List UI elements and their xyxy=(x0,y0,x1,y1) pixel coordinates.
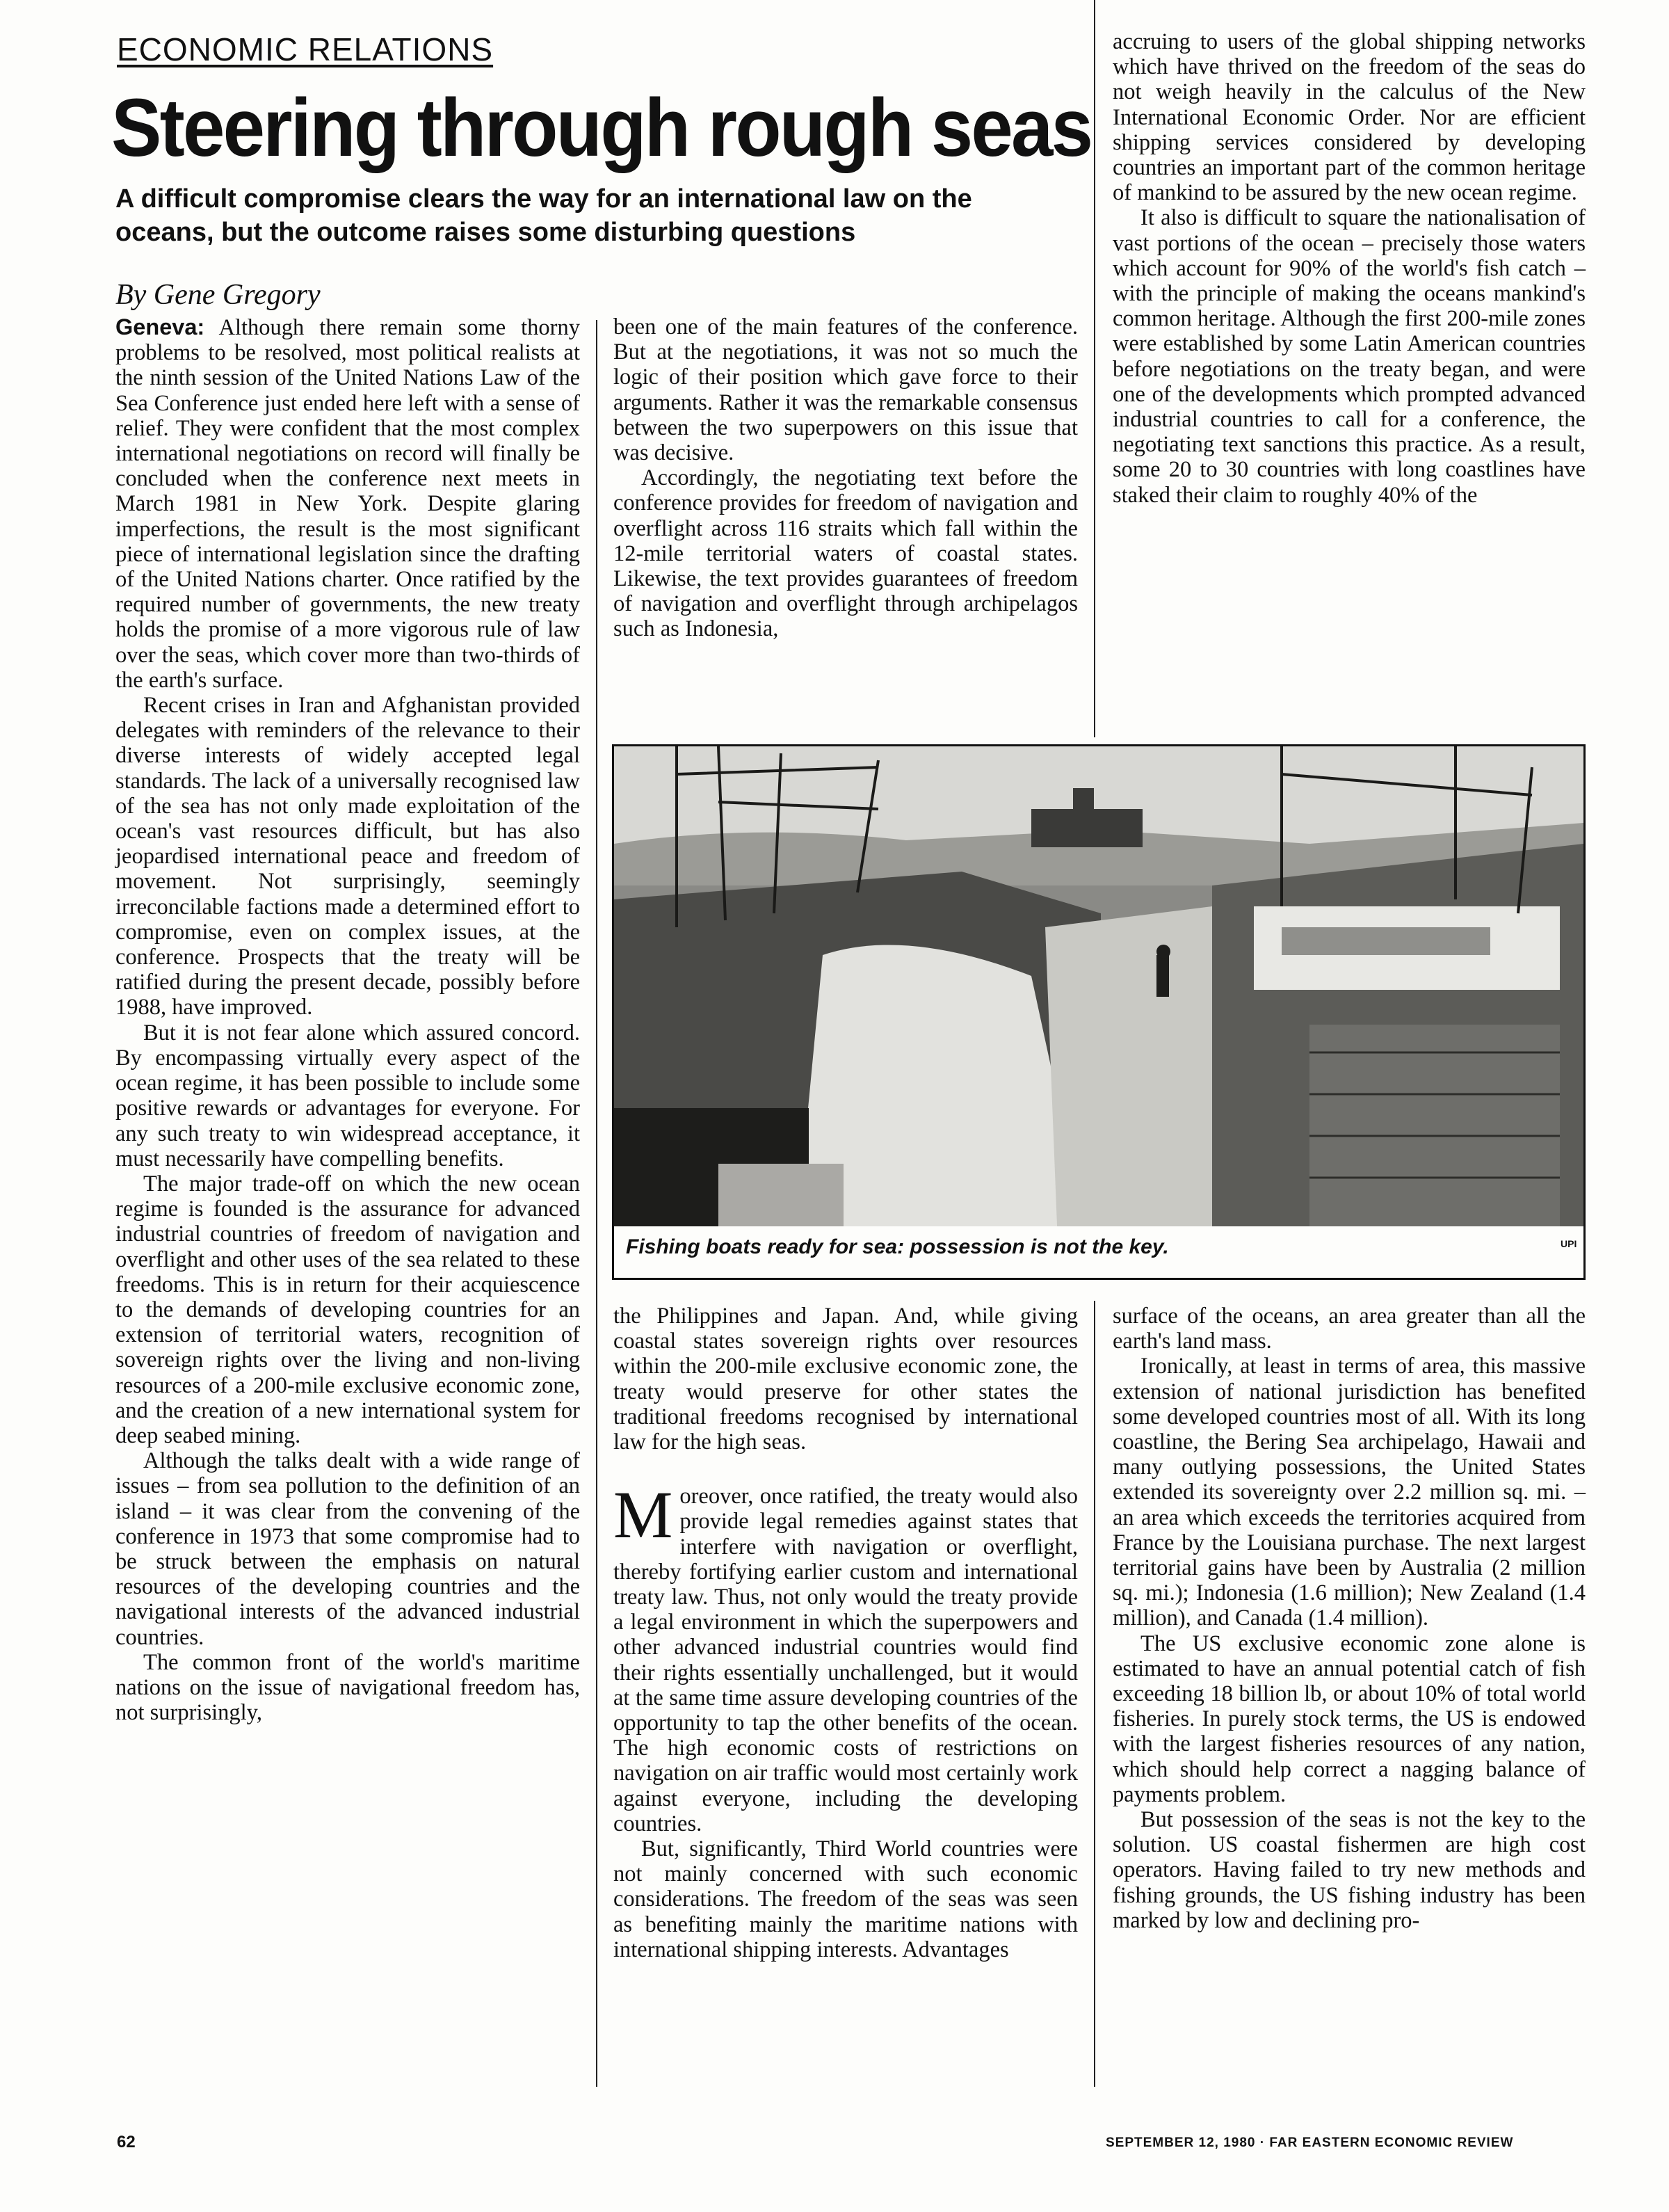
col2-bottom-paragraph-3: But, significantly, Third World countries were not mainly concerned with such economic considerations. The freedom of the seas was seen as benefiting mainly the maritime nations with international shipping interests. Advantages xyxy=(613,1836,1078,1962)
fishing-boats-image xyxy=(614,746,1583,1278)
col3-top-paragraph-2: It also is difficult to square the nationalisation of vast portions of the ocean – precisely those waters which account for 90% of the world's fish catch – with the principle of making the oceans mankind's common heritage. Although the first 200-mile zones were established by some Latin American countries before negotiations on the treaty began, and were one of the developments which prompted advanced industrial countries to call for a conference, the negotiating text sanctions this practice. As a result, some 20 to 30 countries with long coastlines have staked their claim to roughly 40% of the xyxy=(1113,205,1586,508)
photo-fishing-boats xyxy=(612,744,1586,1280)
col2-bottom-paragraph-1: the Philippines and Japan. And, while giving coastal states sovereign rights over resources within the 200-mile exclusive economic zone, the treaty would preserve for other states the traditional freedoms recognised by international law for the high seas. xyxy=(613,1304,1078,1455)
headline: Steering through rough seas xyxy=(111,82,1092,174)
dateline: Geneva: xyxy=(115,314,205,339)
col1-paragraph-2: Recent crises in Iran and Afghanistan provided delegates with reminders of the relevance to their diverse interests of widely accepted legal standards. The lack of a universally recognised law of the sea has not only made exploitation of the ocean's vast resources difficult, but has also jeopardised international peace and freedom of movement. Not surprisingly, seemingly irreconcilable factions made a determined effort to compromise, even on complex issues, at the conference. Prospects that the treaty will be ratified during the present decade, possibly before 1988, have improved. xyxy=(115,693,580,1020)
deck: A difficult compromise clears the way for an international law on the oceans, but the outcome raises some disturbing questions xyxy=(115,184,972,247)
col3-bottom-paragraph-1: surface of the oceans, an area greater than all the earth's land mass. xyxy=(1113,1304,1586,1354)
issue-footer: SEPTEMBER 12, 1980 · FAR EASTERN ECONOMIC REVIEW xyxy=(1106,2135,1514,2150)
col2-top-paragraph-1: been one of the main features of the conference. But at the negotiations, it was not so much the logic of their position which gave force to their arguments. Rather it was the remarkable consensus between the two superpowers on this issue that was decisive. xyxy=(613,314,1078,466)
page-number: 62 xyxy=(117,2133,136,2151)
column-2-bottom xyxy=(613,1304,1078,1962)
column-rule-1 xyxy=(596,320,597,2087)
section-break xyxy=(613,1454,1078,1484)
column-rule-2-top xyxy=(1094,0,1095,737)
col1-paragraph-6: The common front of the world's maritime nations on the issue of navigational freedom has, not surprisingly, xyxy=(115,1649,580,1726)
photo-caption: Fishing boats ready for sea: possession is not the key. xyxy=(626,1235,1169,1258)
col3-bottom-paragraph-4: But possession of the seas is not the key to the solution. US coastal fishermen are high cost operators. Having failed to try new methods and fishing grounds, the US fishing industry has been marked by low and declining pro- xyxy=(1113,1807,1586,1933)
photo-credit: UPI xyxy=(1561,1238,1577,1249)
col1-p1-text: Although there remain some thorny problems to be resolved, most political realists at the ninth session of the United Nations Law of the Sea Conference just ended here left with a sense of relief. They were confident that the most complex international negotiations on record will finally be concluded when the conference next meets in March 1981 in New York. Despite glaring imperfections, the result is the most significant piece of international legislation since the drafting of the United Nations charter. Once ratified by the required number of governments, the new treaty holds the promise of a more vigorous rule of law over the seas, which cover more than two-thirds of the earth's surface. xyxy=(115,315,580,693)
byline: By Gene Gregory xyxy=(115,279,321,311)
column-2-top xyxy=(613,314,1078,642)
drop-cap: M xyxy=(613,1477,673,1553)
col1-paragraph-5: Although the talks dealt with a wide range of issues – from sea pollution to the definition of an island – it was clear from the convening of the conference in 1973 that some compromise had to be struck between the emphasis on natural resources of the developing countries and the navigational interests of the advanced industrial countries. xyxy=(115,1448,580,1650)
column-rule-2-bottom xyxy=(1094,1301,1095,2087)
col2-p2-text: oreover, once ratified, the treaty would also provide legal remedies against states that interfere with navigation or overflight, thereby fortifying earlier custom and international treaty law. Thus, not only would the treaty provide a legal environment in which the superpowers and other advanced industrial countries would find their rights essentially unchallenged, but it would at the same time assure developing countries of the opportunity to tap the other benefits of the ocean. The high economic costs of restrictions on navigation on air traffic would most certainly work against everyone, including the developing countries. xyxy=(613,1484,1078,1836)
col3-bottom-paragraph-3: The US exclusive economic zone alone is estimated to have an annual potential catch of fish exceeding 18 billion lb, or about 10% of total world fisheries. In purely stock terms, the US is endowed with the largest fisheries resources of any nation, which should help correct a nagging balance of payments problem. xyxy=(1113,1630,1586,1807)
col2-top-paragraph-2: Accordingly, the negotiating text before the conference provides for freedom of navigation and overflight across 116 straits which fall within the 12-mile territorial waters of coastal states. Likewise, the text provides guarantees of freedom of navigation and overflight through archipelagos such as Indonesia, xyxy=(613,465,1078,642)
column-3-top xyxy=(1113,29,1586,508)
col2-bottom-paragraph-2 xyxy=(613,1477,1078,1836)
col3-top-paragraph-1: accruing to users of the global shipping networks which have thrived on the freedom of the seas do not weigh heavily in the calculus of the New International Economic Order. Nor are efficient shipping services considered by developing countries an important part of the common heritage of mankind to be assured by the new ocean regime. xyxy=(1113,29,1586,206)
col1-paragraph-4: The major trade-off on which the new ocean regime is founded is the assurance for advanced industrial countries of freedom of navigation and overflight and other uses of the sea related to these freedoms. This is in return for their acquiescence to the demands of developing countries for an extension of territorial waters, recognition of sovereign rights over the living and non-living resources of a 200-mile exclusive economic zone, and the creation of a new international system for deep seabed mining. xyxy=(115,1171,580,1448)
column-3-bottom xyxy=(1113,1304,1586,1933)
col1-paragraph-1 xyxy=(115,314,580,693)
section-kicker: ECONOMIC RELATIONS xyxy=(117,31,494,67)
column-1 xyxy=(115,314,580,1725)
col3-bottom-paragraph-2: Ironically, at least in terms of area, this massive extension of national jurisdiction has benefited some developed countries most of all. With its long coastline, the Bering Sea archipelago, Hawaii and many outlying possessions, the United States extended its sovereignty over 2.2 million sq. mi. – an area which exceeds the territories acquired from France by the Louisiana purchase. The next largest territorial gains have been by Australia (2 million sq. mi.); Indonesia (1.6 million); New Zealand (1.4 million), and Canada (1.4 million). xyxy=(1113,1354,1586,1631)
col1-paragraph-3: But it is not fear alone which assured concord. By encompassing virtually every aspect of the ocean regime, it has been possible to include some positive rewards or advantages for everyone. For any such treaty to win widespread acceptance, it must necessarily have compelling benefits. xyxy=(115,1020,580,1171)
